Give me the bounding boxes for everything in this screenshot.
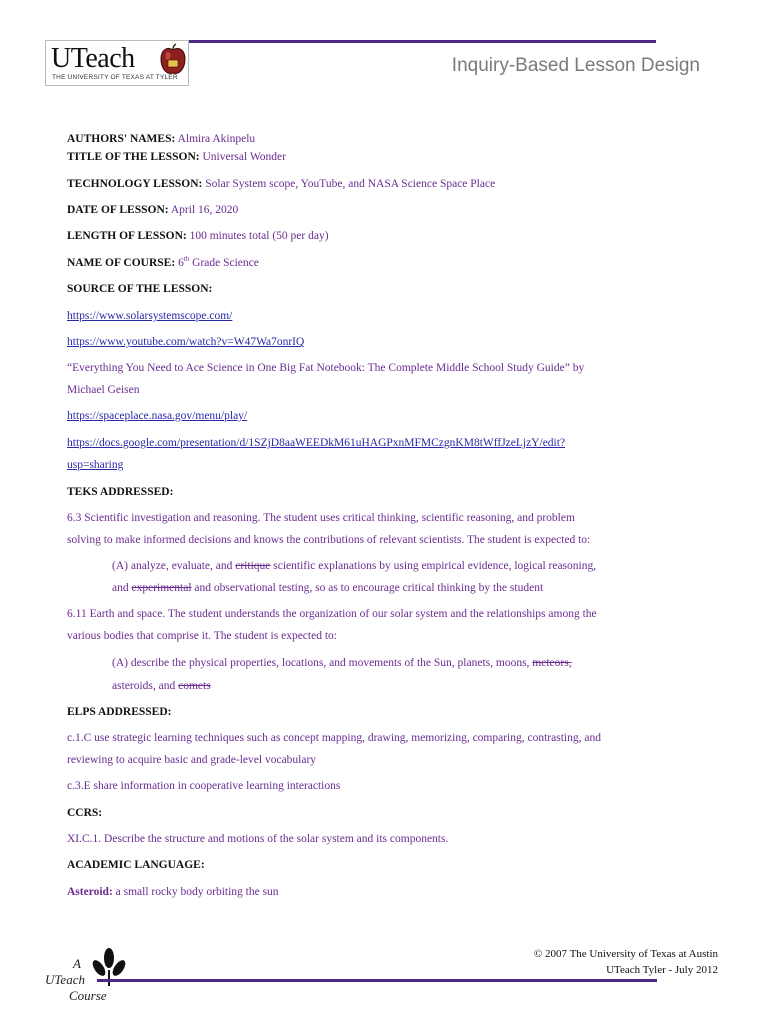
source-link-1[interactable]: https://www.solarsystemscope.com/ [67, 310, 233, 322]
teks-6-3-line-2: solving to make informed decisions and knows the contributions of relevant scientists. The student is expected to: [67, 534, 591, 546]
teks-6-11-line-2: various bodies that comprise it. The student is expected to: [67, 630, 337, 642]
copyright-text: © 2007 The University of Texas at Austin [533, 948, 718, 960]
header-rule [189, 40, 656, 43]
elps-heading: ELPS ADDRESSED: [67, 706, 172, 718]
apple-icon [159, 43, 187, 77]
authors-label: AUTHORS' NAMES: [67, 133, 176, 145]
teks-6-3-line-1: 6.3 Scientific investigation and reasoning. The student uses critical thinking, scientific reasoning, and problem [67, 512, 575, 524]
leaf-icon [91, 948, 127, 988]
teks-6-11-a-line-1: (A) describe the physical properties, locations, and movements of the Sun, planets, moons, meteors, [112, 657, 572, 669]
title-value: Universal Wonder [202, 151, 286, 163]
date-row [67, 202, 238, 218]
length-label: LENGTH OF LESSON: [67, 230, 187, 242]
authors-value: Almira Akinpelu [177, 133, 256, 145]
length-value: 100 minutes total (50 per day) [189, 230, 329, 242]
elps-c1c-line-2: reviewing to acquire basic and grade-level vocabulary [67, 754, 317, 766]
date-label: DATE OF LESSON: [67, 204, 169, 216]
elps-c3e: c.3.E share information in cooperative learning interactions [67, 780, 341, 792]
authors-row [67, 131, 255, 147]
footer-copyright [534, 946, 718, 978]
technology-label: TECHNOLOGY LESSON: [67, 178, 203, 190]
ccrs-heading: CCRS: [67, 807, 103, 819]
source-link-3[interactable]: https://spaceplace.nasa.gov/menu/play/ [67, 410, 248, 422]
book-citation-line-2: Michael Geisen [67, 384, 140, 396]
uteach-logo [45, 40, 189, 86]
course-value: 6th Grade Science [178, 255, 259, 269]
footer-rule [97, 979, 657, 982]
source-label: SOURCE OF THE LESSON: [67, 283, 213, 295]
title-label: TITLE OF THE LESSON: [67, 151, 200, 163]
teks-heading: TEKS ADDRESSED: [67, 486, 174, 498]
elps-c1c-line-1: c.1.C use strategic learning techniques such as concept mapping, drawing, memorizing, comparing, contrasting, and [67, 732, 601, 744]
course-label: NAME OF COURSE: [67, 257, 176, 269]
vocab-asteroid: Asteroid: a small rocky body orbiting the sun [67, 886, 279, 898]
logo-subtitle: THE UNIVERSITY OF TEXAS AT TYLER [52, 74, 178, 81]
title-row [67, 149, 286, 165]
teks-6-11-line-1: 6.11 Earth and space. The student understands the organization of our solar system and the relationships among the [67, 608, 597, 620]
version-text: UTeach Tyler - July 2012 [606, 964, 718, 976]
book-citation-line-1: “Everything You Need to Ace Science in One Big Fat Notebook: The Complete Middle School Study Guide” by [67, 362, 585, 374]
teks-6-3-a-line-2: and experimental and observational testing, so as to encourage critical thinking by the student [112, 582, 544, 594]
logo-text: UTeach [51, 43, 135, 74]
length-row [67, 228, 329, 244]
academic-language-heading: ACADEMIC LANGUAGE: [67, 859, 205, 871]
teks-6-3-a-line-1: (A) analyze, evaluate, and critique scientific explanations by using empirical evidence, logical reasoning, [112, 560, 597, 572]
uteach-course-logo: A UTeach Course [45, 948, 135, 1008]
ccrs-xi-c-1: XI.C.1. Describe the structure and motions of the solar system and its components. [67, 833, 449, 845]
course-row [67, 255, 259, 271]
source-row [67, 281, 212, 297]
date-value: April 16, 2020 [170, 204, 239, 216]
teks-6-11-a-line-2: asteroids, and comets [112, 680, 211, 692]
source-link-4[interactable]: https://docs.google.com/presentation/d/1SZjD8aaWEEDkM61uHAGPxnMFMCzgnKM8tWffJzeLjzY/edit? [67, 437, 566, 449]
source-link-4-cont[interactable]: usp=sharing [67, 459, 124, 471]
technology-row [67, 176, 495, 192]
source-link-2[interactable]: https://www.youtube.com/watch?v=W47Wa7onrIQ [67, 336, 305, 348]
page-title: Inquiry-Based Lesson Design [451, 55, 700, 76]
technology-value: Solar System scope, YouTube, and NASA Science Space Place [205, 178, 496, 190]
